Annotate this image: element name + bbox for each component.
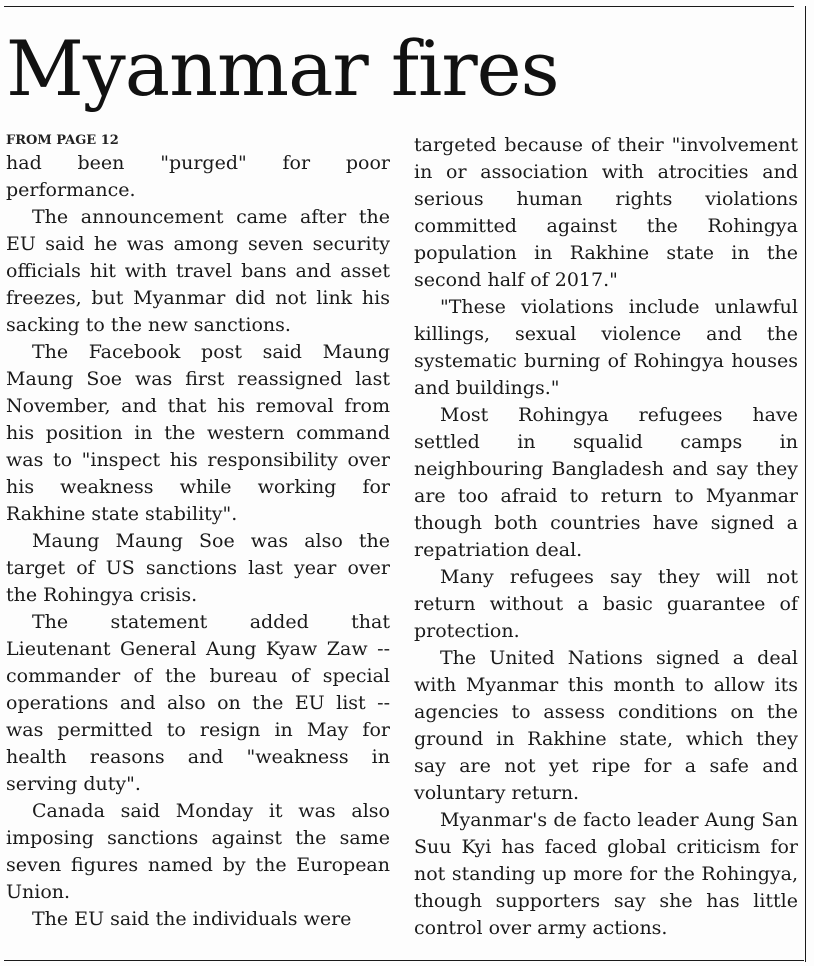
paragraph: The statement added that Lieutenant General Aung Kyaw Zaw -- commander of the bureau of special operations and also on the EU list -- was permitted to resign in May for health reasons and "weakness in serving duty". [6,611,390,795]
bottom-rule [4,960,804,961]
paragraph: had been "purged" for poor performance. [6,152,390,201]
paragraph: Maung Maung Soe was also the target of US sanctions last year over the Rohingya crisis. [6,530,390,606]
paragraph: "These violations include unlawful killings, sexual violence and the systematic burning of Rohingya houses and buildings." [414,296,798,399]
right-rule [805,6,806,962]
paragraph: targeted because of their "involvement in or association with atrocities and serious human rights violations committed against the Rohingya population in Rakhine state in the second half of 2017." [414,134,798,291]
headline: Myanmar fires [6,24,559,113]
dateline: FROM PAGE 12 [6,133,119,148]
paragraph: The announcement came after the EU said he was among seven security officials hit with travel bans and asset freezes, but Myanmar did not link his sacking to the new sanctions. [6,206,390,336]
top-rule [4,6,794,7]
paragraph: The Facebook post said Maung Maung Soe was first reassigned last November, and that his removal from his position in the western command was to "inspect his responsibility over his weakness while working for Rakhine state stability". [6,341,390,525]
paragraph: Myanmar's de facto leader Aung San Suu Kyi has faced global criticism for not standing up more for the Rohingya, though supporters say she has little control over army actions. [414,809,798,939]
article-column-right [414,132,798,942]
paragraph: Most Rohingya refugees have settled in squalid camps in neighbouring Bangladesh and say they are too afraid to return to Myanmar though both countries have signed a repatriation deal. [414,404,798,561]
paragraph: Canada said Monday it was also imposing sanctions against the same seven figures named by the European Union. [6,800,390,903]
article-column-left [6,132,390,933]
paragraph: The EU said the individuals were [32,908,352,930]
paragraph: The United Nations signed a deal with Myanmar this month to allow its agencies to assess conditions on the ground in Rakhine state, which they say are not yet ripe for a safe and voluntary return. [414,647,798,804]
paragraph: Many refugees say they will not return without a basic guarantee of protection. [414,566,798,642]
